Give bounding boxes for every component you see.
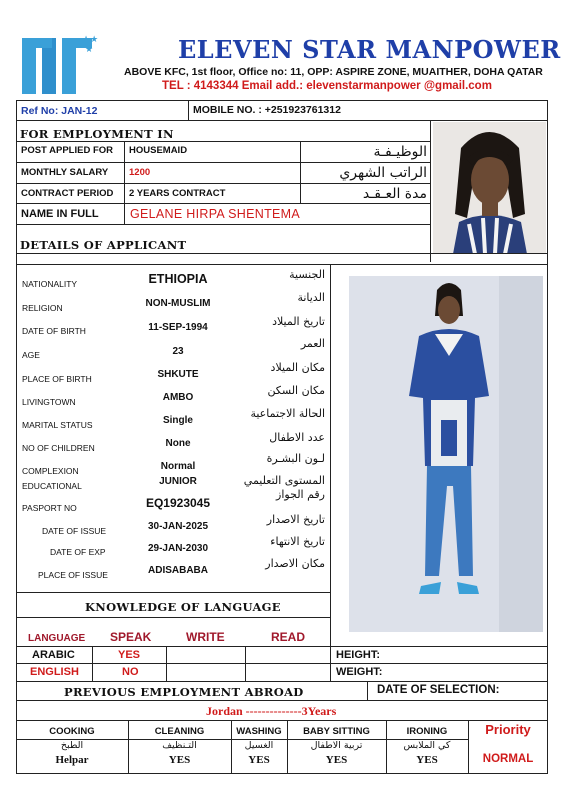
education-value: JUNIOR [159, 476, 197, 487]
speak-header: SPEAK [110, 630, 152, 644]
children-label: NO OF CHILDREN [22, 443, 95, 453]
ref-number: Ref No: JAN-12 [21, 105, 98, 117]
livingtown-arabic: مكان السكن [267, 384, 325, 397]
company-name: ELEVEN STAR MANPOWER [178, 35, 561, 64]
mobile-number: MOBILE NO. : +251923761312 [193, 104, 341, 116]
skill-cooking-value: Helpar [55, 754, 89, 766]
english-speak: NO [122, 666, 139, 678]
english-lang: ENGLISH [30, 666, 79, 678]
livingtown-value: AMBO [162, 392, 194, 403]
issue-place-value: ADISABABA [148, 565, 208, 576]
priority-value: NORMAL [482, 753, 534, 765]
skill-washing: WASHING [236, 726, 282, 737]
details-title: DETAILS OF APPLICANT [20, 238, 187, 252]
issue-date-arabic: تاريخ الاصدار [266, 513, 325, 526]
skill-baby-sitting: BABY SITTING [303, 726, 370, 737]
passport-value: EQ1923045 [145, 496, 211, 510]
weight-label: WEIGHT: [336, 666, 383, 678]
name-value: GELANE HIRPA SHENTEMA [130, 207, 300, 221]
skill-cleaning-value: YES [168, 754, 191, 766]
language-header: LANGUAGE [28, 633, 86, 644]
issue-place-label: PLACE OF ISSUE [38, 570, 108, 580]
pob-arabic: مكان الميلاد [270, 361, 325, 374]
marital-value: Single [162, 415, 193, 426]
issue-date-value: 30-JAN-2025 [147, 521, 209, 532]
svg-text:★: ★ [85, 45, 94, 55]
skill-cleaning-arabic: التـنظيف [162, 740, 197, 751]
pob-value: SHKUTE [157, 369, 199, 380]
skill-baby-sitting-arabic: تربية الاطفال [310, 740, 363, 751]
dob-value: 11-SEP-1994 [148, 322, 208, 333]
name-label: NAME IN FULL [21, 208, 99, 220]
education-label: EDUCATIONAL [22, 481, 82, 491]
livingtown-label: LIVINGTOWN [22, 397, 76, 407]
age-label: AGE [22, 350, 40, 360]
dob-label: DATE OF BIRTH [22, 326, 86, 336]
company-address: ABOVE KFC, 1st floor, Office no: 11, OPP: ASPIRE ZONE, MUAITHER, DOHA QATAR [124, 66, 543, 78]
nationality-arabic: الجنسية [289, 268, 325, 281]
read-header: READ [271, 630, 306, 644]
marital-arabic: الحالة الاجتماعية [250, 407, 325, 420]
company-contact: TEL : 4143344 Email add.: elevenstarmanpower @gmail.com [162, 80, 492, 92]
previous-employment-entry: Jordan --------------3Years [206, 704, 337, 718]
nationality-value: ETHIOPIA [148, 272, 208, 286]
pob-label: PLACE OF BIRTH [22, 374, 92, 384]
religion-label: RELIGION [22, 303, 63, 313]
applicant-portrait-photo [433, 122, 546, 254]
expiry-date-label: DATE OF EXP [50, 547, 106, 557]
employment-title: FOR EMPLOYMENT IN [20, 127, 174, 141]
post-arabic: الوظيـفـة [373, 144, 427, 160]
marital-label: MARITAL STATUS [22, 420, 93, 430]
applicant-full-body-photo [349, 276, 543, 632]
nationality-label: NATIONALITY [22, 279, 78, 289]
skill-baby-sitting-value: YES [325, 754, 348, 766]
dob-arabic: تاريخ الميلاد [272, 315, 325, 328]
post-value: HOUSEMAID [129, 145, 188, 156]
complexion-arabic: لـون البشـرة [266, 452, 325, 465]
skill-cooking: COOKING [49, 726, 95, 737]
expiry-date-arabic: تاريخ الانتهاء [270, 535, 325, 548]
skill-ironing-arabic: كي الملابس [403, 740, 451, 751]
arabic-speak: YES [118, 649, 141, 661]
skill-ironing-value: YES [416, 754, 438, 766]
company-logo [22, 30, 100, 98]
salary-value: 1200 [129, 167, 151, 178]
svg-text:★★: ★★ [82, 35, 99, 45]
religion-arabic: الديانة [297, 291, 325, 304]
skill-cooking-arabic: الطبخ [60, 740, 84, 751]
priority-label: Priority [485, 722, 531, 737]
contract-arabic: مدة العـقـد [362, 186, 427, 202]
arabic-lang: ARABIC [32, 649, 75, 661]
contract-label: CONTRACT PERIOD [21, 188, 114, 199]
issue-place-arabic: مكان الاصدار [265, 557, 325, 570]
skill-washing-arabic: الغسيل [244, 740, 274, 751]
children-arabic: عدد الاطفال [269, 431, 325, 444]
complexion-label: COMPLEXION [22, 466, 79, 476]
language-title: KNOWLEDGE OF LANGUAGE [85, 600, 281, 614]
contract-value: 2 YEARS CONTRACT [129, 188, 226, 199]
age-value: 23 [172, 346, 184, 357]
date-of-selection-label: DATE OF SELECTION: [377, 684, 500, 696]
religion-value: NON-MUSLIM [145, 298, 211, 309]
passport-arabic: رقم الجواز [276, 488, 325, 501]
previous-employment-title: PREVIOUS EMPLOYMENT ABROAD [64, 685, 304, 699]
write-header: WRITE [186, 630, 225, 644]
issue-date-label: DATE OF ISSUE [42, 526, 107, 536]
height-label: HEIGHT: [336, 649, 380, 661]
education-arabic: المستوى التعليمي [243, 474, 325, 487]
complexion-value: Normal [160, 461, 196, 472]
skill-ironing: IRONING [406, 726, 448, 737]
children-value: None [165, 438, 191, 449]
salary-label: MONTHLY SALARY [21, 167, 109, 178]
post-label: POST APPLIED FOR [21, 145, 114, 156]
passport-label: PASPORT NO [22, 503, 77, 513]
skill-cleaning: CLEANING [154, 726, 205, 737]
expiry-date-value: 29-JAN-2030 [147, 543, 209, 554]
age-arabic: العمر [300, 337, 325, 350]
salary-arabic: الراتب الشهري [339, 165, 427, 181]
skill-washing-value: YES [248, 754, 270, 766]
